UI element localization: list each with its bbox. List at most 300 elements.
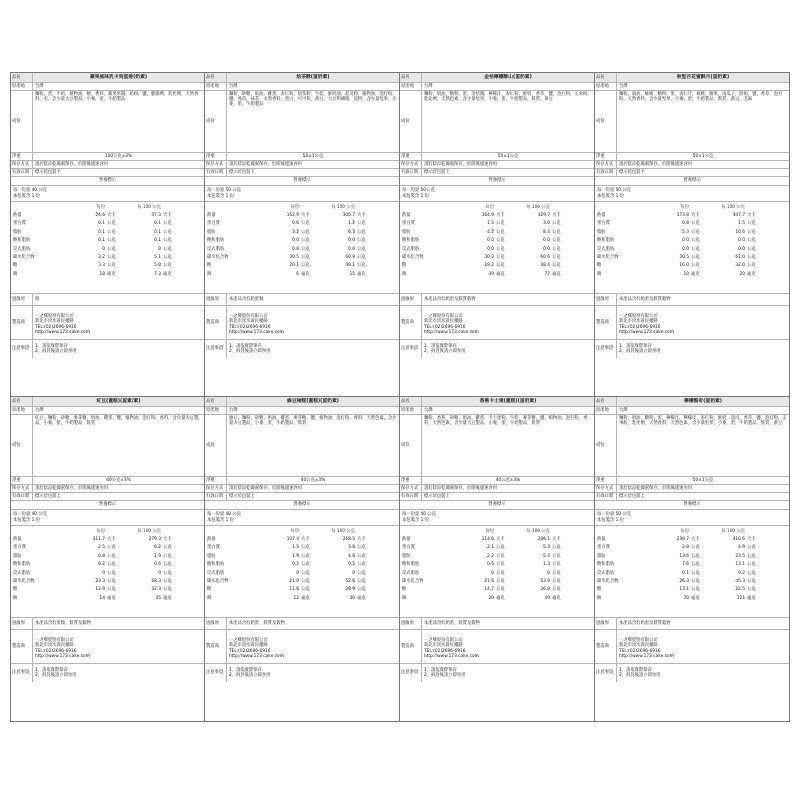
nutrient-name: 鈉 <box>597 271 602 277</box>
allergen-value: 本產品含有奶蛋及麩質穀物 <box>619 296 671 302</box>
per100-col-header: 每 100 公克 <box>137 204 161 210</box>
manufacturer-row <box>11 306 204 340</box>
manufacturer-address: 新北市淡水區民權路 <box>619 319 658 325</box>
per-serving-unit: 公克 <box>691 221 700 227</box>
per-serving-key: 每一份量 <box>402 188 420 193</box>
per100-unit: 公克 <box>552 246 561 252</box>
nutrient-row <box>207 544 397 552</box>
servings-key: 本包裝含 <box>597 518 615 523</box>
nutrient-row <box>13 245 202 253</box>
per100-value: 268.5 <box>342 536 355 542</box>
manufacturer-row <box>400 306 594 340</box>
manufacturer-website: http://www.173.cake.com <box>229 653 284 659</box>
per-serving-unit: 公克 <box>301 545 310 551</box>
per100-unit: 公克 <box>747 562 756 568</box>
shelf-life-key: 有效日期 <box>11 493 33 500</box>
product-name: 焙茶酥(蛋奶素) <box>296 74 330 80</box>
nutrition-heading: 營養標示 <box>683 502 701 508</box>
nutrient-name: 糖 <box>13 587 18 593</box>
manufacturer-key: 製造商 <box>595 630 617 663</box>
manufacturer-company: 一之鄉股份有限公司 <box>229 314 268 320</box>
nutrient-name: 蛋白質 <box>207 221 220 227</box>
nutrient-name: 糖 <box>402 587 407 593</box>
nutrient-row <box>207 569 397 577</box>
manufacturer-value <box>33 630 204 663</box>
nutrition-heading-row <box>595 501 789 510</box>
per-serving-value: 107.4 <box>286 536 299 542</box>
per-serving-value: 19.2 <box>484 263 494 269</box>
per100-value: 60.6 <box>540 254 550 260</box>
per-serving-value: 14 <box>99 595 105 601</box>
per-serving-value: 164.9 <box>481 212 494 218</box>
nutrient-name: 碳水化合物 <box>597 578 619 584</box>
per-serving-unit: 大卡 <box>496 536 505 542</box>
spec-row <box>400 153 594 161</box>
per100-unit: 公克 <box>163 254 172 260</box>
product-label-card <box>205 72 400 397</box>
spec-value: 50±1公克 <box>692 153 714 159</box>
per100-value: 40.1 <box>345 263 355 269</box>
name-key: 品名 <box>11 397 33 406</box>
nutrient-row <box>207 594 397 602</box>
ingredients-value: 麵粉，奶油，糖粉，蛋，檸檬汁，檸檬皮，杏仁粉，鮮奶，起司，香草，鹽，泡打粉，玉米粉，乳化劑，天然香料，天然色素，含少量堅果，小麥，蛋，牛奶製品，麩質，黃豆 <box>619 416 787 427</box>
servings-key: 本包裝含 <box>402 194 420 199</box>
per100-value: 49 <box>544 595 550 601</box>
origin-value: 台灣 <box>619 83 628 89</box>
nutrient-row <box>13 220 202 228</box>
product-name: 金桔檸檬酥山(蛋奶素) <box>484 74 532 80</box>
per-serving-value: 173.8 <box>676 212 689 218</box>
name-key: 品名 <box>11 73 33 82</box>
per-serving-unit: 公克 <box>691 578 700 584</box>
nutrient-row <box>597 245 787 253</box>
per100-value: 58.3 <box>151 578 161 584</box>
per100-unit: 毫克 <box>552 595 561 601</box>
per100-value: 4.8 <box>348 553 355 559</box>
per-serving-value: 0.0 <box>292 246 299 252</box>
origin-value: 台灣 <box>424 83 433 89</box>
nutrient-name: 碳水化合物 <box>13 254 35 260</box>
per-serving-value: 11.6 <box>289 587 299 593</box>
per-serving-value: 12 <box>293 595 299 601</box>
nutrient-name: 反式脂肪 <box>402 570 420 576</box>
nutrition-rows <box>13 535 202 602</box>
per-serving-value: 3.3 <box>98 263 105 269</box>
notes-value <box>422 340 594 358</box>
shelf-life-value: 標示於包裝上 <box>229 493 255 499</box>
spec-key: 淨重 <box>400 153 422 160</box>
per100-unit: 公克 <box>747 578 756 584</box>
notes-value <box>617 340 789 358</box>
servings-line <box>13 194 202 200</box>
note-line: 1、請依實際保存 <box>424 667 457 673</box>
nutrient-row <box>402 586 592 594</box>
nutrient-row <box>402 594 592 602</box>
nutrient-row <box>597 552 787 560</box>
shelf-life-value: 標示於包裝上 <box>424 493 450 499</box>
per-serving-unit: 公克 <box>496 221 505 227</box>
nutrient-name: 碳水化合物 <box>207 578 229 584</box>
per-serving-unit: 公克 <box>496 229 505 235</box>
per100-col-header: 每 100 公克 <box>526 528 550 534</box>
manufacturer-row <box>11 630 204 664</box>
manufacturer-address: 新北市淡水區民權路 <box>229 643 268 649</box>
manufacturer-website: http://www.173.cake.com <box>424 653 479 659</box>
manufacturer-key: 製造商 <box>205 630 227 663</box>
origin-value: 台灣 <box>35 407 44 413</box>
per100-unit: 公克 <box>163 263 172 269</box>
per100-unit: 大卡 <box>552 536 561 542</box>
manufacturer-phone: TEL:(02)2696-6916 <box>424 324 466 330</box>
per100-value: 0.5 <box>348 562 355 568</box>
per-serving-value: 0.6 <box>292 221 299 227</box>
per-serving-unit: 公克 <box>301 238 310 244</box>
per-serving-value: 14.7 <box>484 587 494 593</box>
nutrition-table <box>205 526 399 618</box>
nutrition-heading-row <box>11 501 204 510</box>
nutrient-name: 鈉 <box>207 595 212 601</box>
per100-unit: 公克 <box>747 553 756 559</box>
nutrition-heading-row <box>400 177 594 186</box>
nutrient-name: 反式脂肪 <box>207 570 225 576</box>
servings-value: 1 份 <box>420 518 429 523</box>
ingredients-value: 麵粉，香蕉，砂糖，奶油，雞蛋，卡士達粉，牛奶，麥芽糖，鹽，植物油，泡打粉，香料，天然色素，含少量大豆製品，小麥，蛋，牛奶製品，麩質 <box>424 416 588 427</box>
per-serving-unit: 公克 <box>107 254 116 260</box>
manufacturer-company: 一之鄉股份有限公司 <box>424 638 463 644</box>
ingredients-row <box>11 415 204 477</box>
per100-unit: 公克 <box>357 570 366 576</box>
manufacturer-value <box>227 630 399 663</box>
notes-row <box>400 340 594 358</box>
name-key: 品名 <box>595 397 617 406</box>
manufacturer-website: http://www.173.cake.com <box>229 329 284 335</box>
per-serving-unit: 大卡 <box>691 212 700 218</box>
per-serving-col-header: 每份 <box>485 204 494 210</box>
nutrient-name: 糖 <box>597 263 602 269</box>
allergen-value: 本產品含有奶蛋類 <box>229 296 264 302</box>
per-serving-value: 50 公克 <box>225 188 241 193</box>
manufacturer-company: 一之鄉股份有限公司 <box>619 314 658 320</box>
allergen-value: 無 <box>35 296 40 302</box>
manufacturer-row <box>205 306 399 340</box>
nutrient-name: 熱量 <box>207 536 216 542</box>
shelf-life-value: 標示於包裝上 <box>229 169 255 175</box>
allergen-row <box>205 618 399 630</box>
per100-value: 0 <box>352 570 355 576</box>
nutrition-table <box>400 526 594 618</box>
per-serving-value: 4.2 <box>487 229 494 235</box>
name-row <box>595 73 789 83</box>
notes-row <box>11 340 204 358</box>
servings-key: 本包裝含 <box>597 194 615 199</box>
per100-value: 22.5 <box>735 587 745 593</box>
per-serving-value: 0 <box>491 570 494 576</box>
storage-row <box>595 161 789 169</box>
origin-key: 原產地 <box>205 83 227 90</box>
storage-value: 請於陰涼乾燥處保存，於開後儘速食用 <box>229 485 303 491</box>
notes-key: 注意事項 <box>595 340 617 358</box>
per-serving-value: 30.3 <box>484 254 494 260</box>
nutrient-name: 蛋白質 <box>597 545 610 551</box>
manufacturer-website: http://www.173.cake.com <box>35 329 90 335</box>
per100-value: 61.0 <box>735 254 745 260</box>
per-serving-value: 2.8 <box>682 545 689 551</box>
nutrient-name: 熱量 <box>207 212 216 218</box>
note-line: 1、請依實際保存 <box>229 667 262 673</box>
manufacturer-company: 一之鄉股份有限公司 <box>35 314 74 320</box>
nutrient-row <box>13 228 202 236</box>
per100-value: 0.0 <box>543 246 550 252</box>
per-serving-col-header: 每份 <box>290 528 299 534</box>
per100-unit: 大卡 <box>747 212 756 218</box>
nutrient-name: 蛋白質 <box>597 221 610 227</box>
per100-value: 329.7 <box>537 212 550 218</box>
manufacturer-company: 一之鄉股份有限公司 <box>35 638 74 644</box>
per-serving-value: 1.5 <box>292 545 299 551</box>
spec-value: 40公克±3% <box>106 477 131 483</box>
per-serving-value: 2.5 <box>98 545 105 551</box>
storage-row <box>205 161 399 169</box>
per-serving-value: 111.7 <box>92 536 105 542</box>
per-serving-unit: 公克 <box>107 263 116 269</box>
nutrient-row <box>13 594 202 602</box>
nutrition-rows <box>207 211 397 278</box>
product-name: 紅豆(蓋糕)(蛋素/素) <box>96 398 141 404</box>
per100-value: 28.9 <box>345 587 355 593</box>
per100-value: 0.1 <box>154 221 161 227</box>
per-serving-value: 18 <box>99 271 105 277</box>
servings-value: 1 份 <box>225 518 234 523</box>
per-serving-col-header: 每份 <box>290 204 299 210</box>
notes-key: 注意事項 <box>205 340 227 358</box>
manufacturer-key: 製造商 <box>11 630 33 663</box>
per100-value: 0 <box>158 246 161 252</box>
storage-key: 保存方式 <box>400 161 422 168</box>
per100-unit: 公克 <box>552 254 561 260</box>
per-serving-col-header: 每份 <box>96 204 105 210</box>
notes-value <box>227 664 399 682</box>
per100-value: 279.3 <box>148 536 161 542</box>
per-serving-col-header: 每份 <box>485 528 494 534</box>
per100-unit: 大卡 <box>163 536 172 542</box>
ingredients-key: 成份 <box>400 415 422 476</box>
storage-row <box>11 485 204 493</box>
manufacturer-address: 新北市淡水區民權路 <box>619 643 658 649</box>
name-key: 品名 <box>205 73 227 82</box>
per100-unit: 公克 <box>163 562 172 568</box>
notes-row <box>205 340 399 358</box>
shelf-life-key: 有效日期 <box>400 169 422 176</box>
nutrition-table <box>205 202 399 294</box>
per100-value: 5.0 <box>154 263 161 269</box>
per100-value: 0.2 <box>738 570 745 576</box>
product-name: 蘋果風味乳卡狗蛋捲(奶素) <box>89 74 148 80</box>
per-serving-value: 50公克 <box>420 188 435 193</box>
origin-row <box>400 407 594 415</box>
allergen-row <box>595 294 789 306</box>
per-serving-value: 26.3 <box>679 578 689 584</box>
spec-row <box>595 477 789 485</box>
nutrient-row <box>207 262 397 270</box>
per100-value: 0.0 <box>348 238 355 244</box>
nutrient-row <box>13 544 202 552</box>
per100-value: 5.1 <box>154 254 161 260</box>
ingredients-value: 綠豆，麵粉，砂糖，奶油，雞蛋，麥芽糖，鹽，植物油，泡打粉，香料，天然色素，含少量大豆製品，小麥，蛋，牛奶製品，麩質 <box>229 416 397 427</box>
shelf-life-key: 有效日期 <box>595 169 617 176</box>
servings-line <box>13 518 202 524</box>
nutrient-name: 碳水化合物 <box>13 578 35 584</box>
per-serving-value: 152.9 <box>286 212 299 218</box>
per-serving-unit: 公克 <box>691 587 700 593</box>
per100-value: 23.5 <box>735 553 745 559</box>
ingredients-key: 成份 <box>595 415 617 476</box>
allergen-row <box>11 294 204 306</box>
origin-value: 台灣 <box>229 83 238 89</box>
per-serving-unit: 毫克 <box>107 595 116 601</box>
per-serving-unit: 公克 <box>301 553 310 559</box>
allergen-row <box>400 294 594 306</box>
nutrient-row <box>597 237 787 245</box>
nutrient-name: 飽和脂肪 <box>402 238 420 244</box>
nutrient-name: 脂肪 <box>207 229 216 235</box>
serving-block <box>595 510 789 526</box>
spec-row <box>11 153 204 161</box>
per100-unit: 公克 <box>747 263 756 269</box>
nutrient-name: 飽和脂肪 <box>13 562 31 568</box>
nutrient-name: 反式脂肪 <box>13 246 31 252</box>
per-serving-value: 0.1 <box>98 221 105 227</box>
nutrition-rows <box>597 211 787 278</box>
nutrient-row <box>207 586 397 594</box>
nutrient-name: 蛋白質 <box>207 545 220 551</box>
nutrition-heading-row <box>595 177 789 186</box>
per-serving-unit: 毫克 <box>691 595 700 601</box>
notes-row <box>595 664 789 682</box>
per100-value: 1.9 <box>154 553 161 559</box>
shelf-life-value: 標示於包裝上 <box>619 169 645 175</box>
nutrient-row <box>207 228 397 236</box>
shelf-life-value: 標示於包裝上 <box>35 169 61 175</box>
nutrient-row <box>402 535 592 543</box>
origin-value: 台灣 <box>619 407 628 413</box>
nutrition-heading-row <box>205 501 399 510</box>
nutrition-heading: 營養標示 <box>683 178 701 184</box>
ingredients-value: 麵粉，奶油，糖粉，蛋，金桔醬，檸檬汁，杏仁粉，鮮奶，香草，鹽，泡打粉，玉米粉，乳化劑，天然色素，含少量堅果，小麥，蛋，牛奶製品，麩質，黃豆 <box>424 92 592 103</box>
per-serving-value: 5.3 <box>682 229 689 235</box>
label-sheet <box>10 72 790 722</box>
allergen-key: 過敏原 <box>595 294 617 305</box>
label-grid <box>10 72 790 722</box>
ingredients-row <box>400 415 594 477</box>
per-serving-unit: 公克 <box>691 553 700 559</box>
manufacturer-value <box>422 306 594 339</box>
per100-unit: 大卡 <box>747 536 756 542</box>
nutrient-row <box>207 245 397 253</box>
nutrient-row <box>402 237 592 245</box>
nutrient-name: 鈉 <box>13 595 18 601</box>
nutrient-name: 熱量 <box>402 212 411 218</box>
nutrient-row <box>207 237 397 245</box>
per-serving-col-header: 每份 <box>680 204 689 210</box>
per-serving-col-header: 每份 <box>96 528 105 534</box>
per100-unit: 公克 <box>357 221 366 227</box>
ingredients-key: 成份 <box>205 415 227 476</box>
nutrient-name: 反式脂肪 <box>207 246 225 252</box>
per-serving-value: 2.2 <box>487 553 494 559</box>
shelf-life-row <box>400 493 594 501</box>
nutrient-row <box>207 561 397 569</box>
ingredients-row <box>595 91 789 153</box>
nutrition-table <box>11 526 204 618</box>
per100-value: 8.4 <box>543 229 550 235</box>
storage-row <box>205 485 399 493</box>
per100-unit: 公克 <box>357 587 366 593</box>
per100-unit: 公克 <box>357 545 366 551</box>
per-serving-value: 0 <box>102 570 105 576</box>
notes-value <box>617 664 789 682</box>
allergen-key: 過敏原 <box>11 294 33 305</box>
per-serving-value: 238.7 <box>676 536 689 542</box>
nutrient-name: 飽和脂肪 <box>402 562 420 568</box>
per-serving-value: 1.5 <box>487 221 494 227</box>
per100-value: 10.6 <box>735 229 745 235</box>
nutrient-name: 鈉 <box>597 595 602 601</box>
nutrient-row <box>207 270 397 278</box>
shelf-life-key: 有效日期 <box>205 493 227 500</box>
per100-unit: 公克 <box>747 570 756 576</box>
name-row <box>205 397 399 407</box>
per-serving-unit: 公克 <box>496 545 505 551</box>
per-serving-value: 3.2 <box>98 254 105 260</box>
storage-value: 請於陰涼乾燥處保存，於開後儘速食用 <box>229 161 303 167</box>
nutrient-row <box>402 270 592 278</box>
notes-key: 注意事項 <box>11 664 33 682</box>
ingredients-value: 麵粉，蛋，牛奶，植物油，糖，香料，蘋果果醬，奶粉，鹽，膨脹劑，乳化劑，天然香料，水，含少量大豆製品，小麥，蛋，牛奶製品 <box>35 92 199 103</box>
allergen-row <box>11 618 204 630</box>
manufacturer-address: 新北市淡水區民權路 <box>229 319 268 325</box>
allergen-key: 過敏原 <box>205 294 227 305</box>
origin-key: 原產地 <box>205 407 227 414</box>
per-serving-unit: 毫克 <box>301 271 310 277</box>
origin-key: 原產地 <box>595 407 617 414</box>
storage-value: 請於陰涼乾燥處保存，於開後儘速食用 <box>424 161 498 167</box>
spec-key: 淨重 <box>595 477 617 484</box>
per-serving-key: 每一份量 <box>207 188 225 193</box>
manufacturer-phone: TEL:(02)2696-6916 <box>229 648 271 654</box>
nutrition-heading: 營養標示 <box>293 178 311 184</box>
nutrition-table <box>595 526 789 618</box>
ingredients-key: 成份 <box>11 415 33 476</box>
per-serving-value: 0.2 <box>98 562 105 568</box>
nutrition-header-row <box>402 527 592 535</box>
per-serving-value: 40 公克 <box>31 512 47 517</box>
notes-value <box>33 340 204 358</box>
name-row <box>11 397 204 407</box>
shelf-life-key: 有效日期 <box>400 493 422 500</box>
per100-value: 13.1 <box>735 562 745 568</box>
per-serving-value: 39 <box>488 271 494 277</box>
nutrient-row <box>13 237 202 245</box>
nutrient-name: 脂肪 <box>207 553 216 559</box>
nutrient-row <box>597 535 787 543</box>
nutrition-heading-row <box>11 177 204 186</box>
per-serving-unit: 公克 <box>107 545 116 551</box>
nutrient-name: 碳水化合物 <box>597 254 619 260</box>
per-serving-unit: 毫克 <box>496 595 505 601</box>
per100-unit: 公克 <box>552 562 561 568</box>
nutrient-name: 鈉 <box>402 271 407 277</box>
per-serving-value: 0.1 <box>98 229 105 235</box>
